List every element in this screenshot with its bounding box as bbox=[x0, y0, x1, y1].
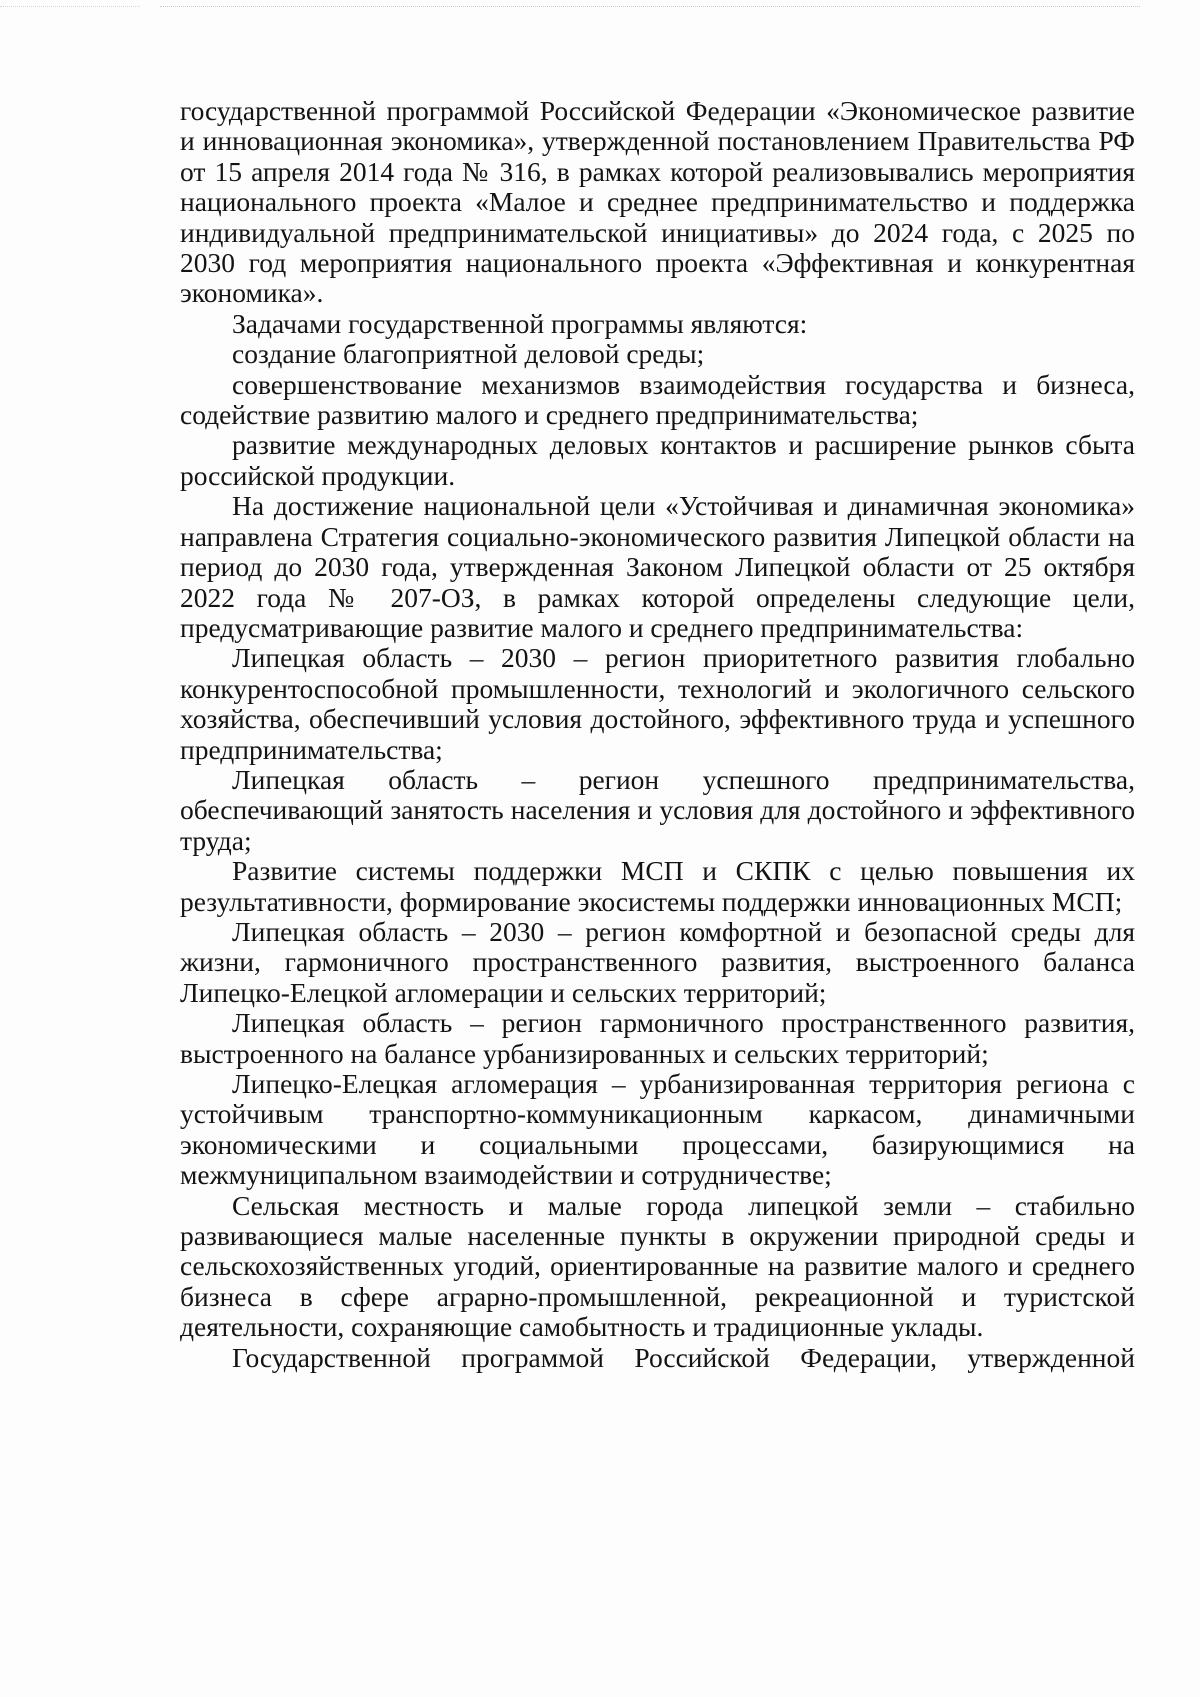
paragraph-strategy: На достижение национальной цели «Устойчивая и динамичная экономика» направлена Стратегия социально-экономического развития Липецкой области на период до 2030 года, утвержденная Законом Липецкой области от 25 октября 2022 года № 207-ОЗ, в рамках которой определены следующие цели, предусматривающие развитие малого и среднего предпринимательства: bbox=[180, 490, 1135, 643]
paragraph-task-3: развитие международных деловых контактов и расширение рынков сбыта российской продукции. bbox=[180, 429, 1135, 491]
paragraph-task-2: совершенствование механизмов взаимодействия государства и бизнеса, содействие развитию малого и среднего предпринимательства; bbox=[180, 368, 1135, 431]
paragraph-goal-1: Липецкая область – 2030 – регион приоритетного развития глобально конкурентоспособной промышленности, технологий и экологичного сельского хозяйства, обеспечивший условия достойного, эффективного труда и успешного предпринимательства; bbox=[180, 642, 1135, 765]
paragraph-goal-6: Липецко-Елецкая агломерация – урбанизированная территория региона с устойчивым транспортно-коммуникационным каркасом, динамичными экономическими и социальными процессами, базирующимися на межмуниципальном взаимодействии и сотрудничестве; bbox=[180, 1068, 1135, 1191]
scan-edge-mark bbox=[0, 6, 140, 7]
paragraph-goal-4: Липецкая область – 2030 – регион комфортной и безопасной среды для жизни, гармоничного пространственного развития, выстроенного баланса Липецко-Елецкой агломерации и сельских территорий; bbox=[180, 915, 1135, 1008]
paragraph-goal-7: Сельская местность и малые города липецкой земли – стабильно развивающиеся малые населенные пункты в окружении природной среды и сельскохозяйственных угодий, ориентированные на развитие малого и среднего бизнеса в сфере аграрно-промышленной, рекреационной и туристской деятельности, сохраняющие самобытность и традиционные уклады. bbox=[180, 1189, 1135, 1343]
paragraph-task-1: создание благоприятной деловой среды; bbox=[232, 338, 705, 370]
document-body bbox=[180, 96, 1135, 1373]
paragraph-goal-5: Липецкая область – регион гармоничного пространственного развития, выстроенного на балансе урбанизированных и сельских территорий; bbox=[180, 1007, 1135, 1069]
paragraph-goal-3: Развитие системы поддержки МСП и СКПК с целью повышения их результативности, формирование экосистемы поддержки инновационных МСП; bbox=[180, 855, 1135, 917]
paragraph-tasks-intro: Задачами государственной программы являются: bbox=[232, 307, 808, 339]
paragraph-goal-2: Липецкая область – регион успешного предпринимательства, обеспечивающий занятость населения и условия для достойного и эффективного труда; bbox=[180, 763, 1135, 856]
paragraph-trailing: Государственной программой Российской Федерации, утвержденной bbox=[232, 1341, 1135, 1373]
paragraph-continuation: государственной программой Российской Федерации «Экономическое развитие и инновационная экономика», утвержденной постановлением Правительства РФ от 15 апреля 2014 года № 316, в рамках которой реализовывались мероприятия национального проекта «Малое и среднее предпринимательство и поддержка индивидуальной предпринимательской инициативы» до 2024 года, с 2025 по 2030 год мероприятия национального проекта «Эффективная и конкурентная экономика». bbox=[180, 95, 1135, 309]
scan-top-rule bbox=[160, 6, 1140, 7]
